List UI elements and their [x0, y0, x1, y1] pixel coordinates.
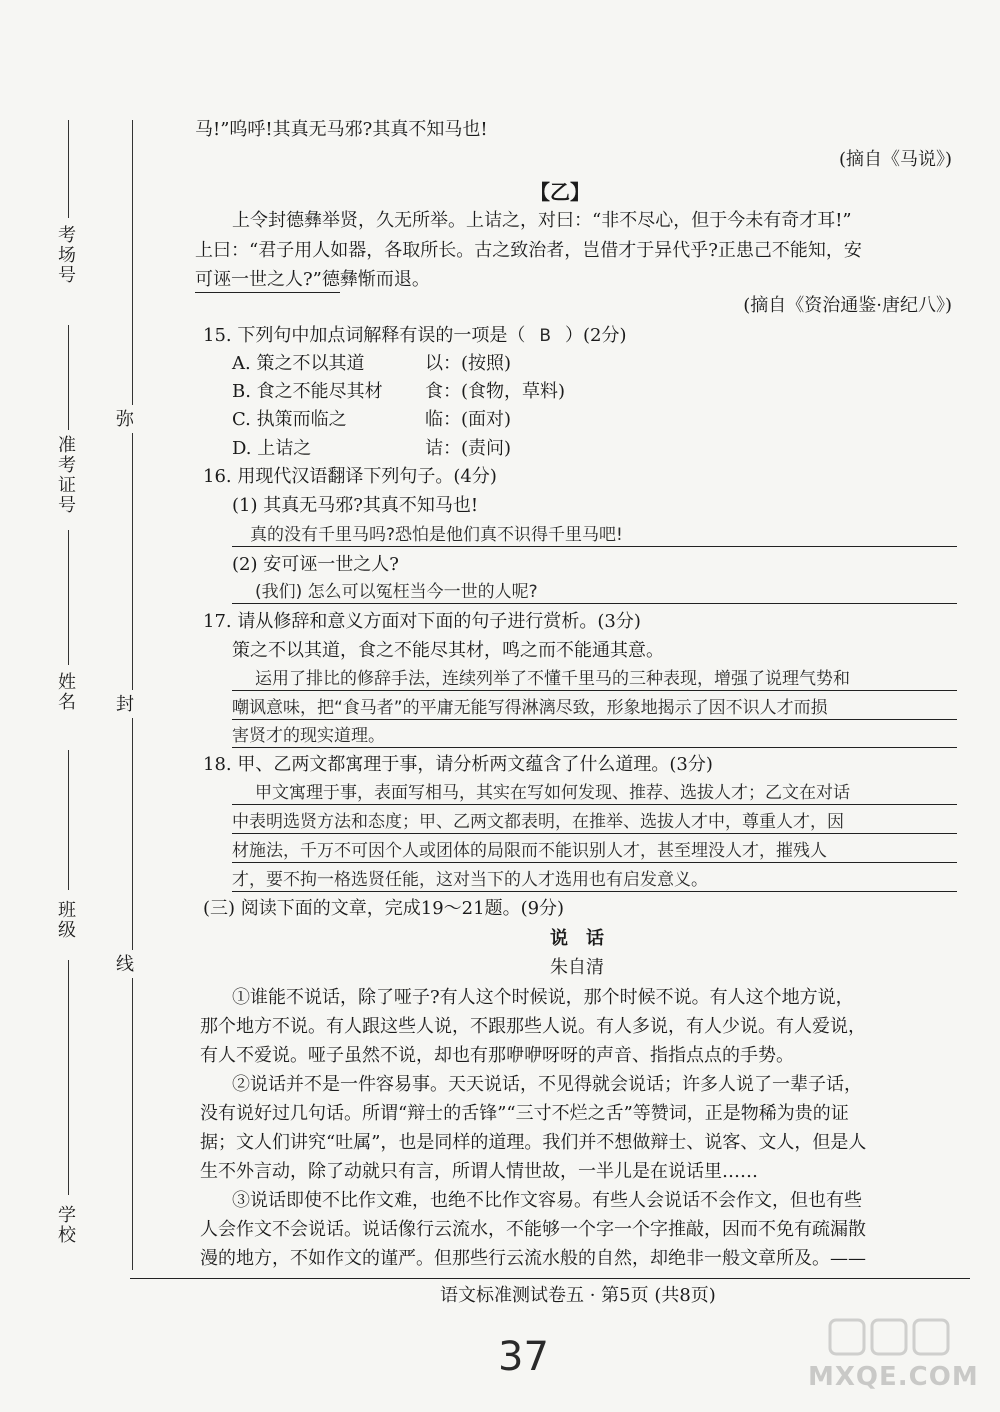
passage-jia-source: (摘自《马说》) [838, 149, 952, 170]
handwritten-page-number: 37 [498, 1334, 549, 1380]
seal-mark-1: 弥 [110, 405, 136, 433]
q18-rule-3 [232, 862, 957, 863]
q17-rule-2 [232, 719, 957, 720]
q16-stem: 16. 用现代汉语翻译下列句子。(4分) [203, 466, 497, 487]
field-class: 班级 [55, 900, 76, 940]
q18-answer-line-1: 甲文寓理于事，表面写相马，其实在写如何发现、推荐、选拔人才；乙文在对话 [255, 783, 850, 803]
article-p2-line-2: 没有说好过几句话。所谓“辩士的舌锋”“三寸不烂之舌”等赞词，正是物稀为贵的证 [200, 1103, 849, 1124]
q18-answer-line-3: 材施法，千万不可因个人或团体的局限而不能识别人才，甚至埋没人才，摧残人 [232, 841, 827, 861]
field-school-line [68, 960, 69, 1195]
field-admission-number-line [68, 325, 69, 430]
article-author: 朱自清 [550, 957, 604, 978]
q18-stem: 18. 甲、乙两文都寓理于事，请分析两文蕴含了什么道理。(3分) [203, 754, 713, 775]
field-school: 学校 [55, 1205, 76, 1245]
q17-stem: 17. 请从修辞和意义方面对下面的句子进行赏析。(3分) [203, 611, 641, 632]
q16-answer-1: 真的没有千里马吗?恐怕是他们真不识得千里马吧! [250, 525, 623, 545]
q18-answer-line-2: 中表明选贤方法和态度；甲、乙两文都表明，在推举、选拔人才中，尊重人才，因 [232, 812, 844, 832]
passage-yi-underline [195, 292, 340, 293]
seal-mark-2: 封 [110, 690, 136, 718]
seal-mark-3: 线 [110, 950, 136, 978]
section3-heading: (三) 阅读下面的文章，完成19～21题。(9分) [203, 898, 565, 919]
q15-option-a: A. 策之不以其道 [232, 353, 365, 374]
watermark-text: MXQE.COM [808, 1362, 979, 1392]
q17-sentence: 策之不以其道，食之不能尽其材，鸣之而不能通其意。 [232, 640, 664, 661]
q16-sentence-2: (2) 安可诬一世之人? [232, 554, 399, 575]
passage-yi-source: (摘自《资治通鉴·唐纪八》) [743, 295, 952, 316]
q15-option-b: B. 食之不能尽其材 [232, 381, 383, 402]
footer-rule [130, 1278, 970, 1279]
article-p2-line-1: ②说话并不是一件容易事。天天说话，不见得就会说话；许多人说了一辈子话， [232, 1074, 862, 1095]
field-admission-number: 准考证号 [55, 435, 76, 515]
article-p3-line-1: ③说话即使不比作文难，也绝不比作文容易。有些人会说话不会作文，但也有些 [232, 1190, 862, 1211]
article-p2-line-3: 据；文人们讲究“吐属”，也是同样的道理。我们并不想做辩士、说客、文人，但是人 [200, 1132, 867, 1153]
passage-yi-line-2: 上曰：“君子用人如器，各取所长。古之致治者，岂借才于异代乎?正患己不能知，安 [195, 240, 862, 261]
q18-rule-1 [232, 804, 957, 805]
article-p3-line-3: 漫的地方，不如作文的谨严。但那些行云流水般的自然，却绝非一般文章所及。—— [200, 1248, 866, 1269]
article-p2-line-4: 生不外言动，除了动就只有言，所谓人情世故，一半儿是在说话里…… [200, 1161, 758, 1182]
q15-option-d-gloss: 诘：(责问) [425, 438, 512, 459]
q15-option-d: D. 上诘之 [232, 438, 312, 459]
q15-option-c: C. 执策而临之 [232, 409, 347, 430]
q17-answer-line-2: 嘲讽意味，把“食马者”的平庸无能写得淋漓尽致，形象地揭示了因不识人才而损 [232, 698, 828, 718]
q15-option-a-gloss: 以：(按照) [425, 353, 512, 374]
q16-sentence-1: (1) 其真无马邪?其真不知马也! [232, 495, 479, 516]
article-p1-line-2: 那个地方不说。有人跟这些人说，不跟那些人说。有人多说，有人少说。有人爱说， [200, 1016, 866, 1037]
q17-answer-line-1: 运用了排比的修辞手法，连续列举了不懂千里马的三种表现，增强了说理气势和 [255, 669, 850, 689]
article-p3-line-2: 人会作文不会说话。说话像行云流水，不能够一个字一个字推敲，因而不免有疏漏散 [200, 1219, 866, 1240]
q15-stem: 15. 下列句中加点词解释有误的一项是（ B ）(2分) [203, 325, 627, 346]
article-title: 说 话 [550, 928, 604, 949]
passage-yi-line-1: 上令封德彝举贤，久无所举。上诘之，对曰：“非不尽心，但于今未有奇才耳!” [232, 210, 852, 231]
article-p1-line-3: 有人不爱说。哑子虽然不说，却也有那咿咿呀呀的声音、指指点点的手势。 [200, 1045, 794, 1066]
q18-rule-2 [232, 833, 957, 834]
q17-answer-line-3: 害贤才的现实道理。 [232, 726, 385, 746]
field-exam-room: 考场号 [55, 225, 76, 285]
q16-answer-2-line [232, 603, 957, 604]
q17-rule-1 [232, 690, 957, 691]
q15-option-c-gloss: 临：(面对) [425, 409, 512, 430]
field-class-line [68, 750, 69, 890]
passage-yi-line-3: 可诬一世之人?”德彝惭而退。 [195, 269, 430, 290]
q17-rule-3 [232, 747, 957, 748]
field-name: 姓名 [55, 672, 76, 712]
passage-jia-last-line: 马!”呜呼!其真无马邪?其真不知马也! [195, 119, 488, 140]
field-exam-room-line [68, 120, 69, 218]
q18-answer-line-4: 才，要不拘一格选贤任能，这对当下的人才选用也有启发意义。 [232, 870, 708, 890]
q16-answer-2: (我们) 怎么可以冤枉当今一世的人呢? [255, 582, 538, 602]
watermark-logo [800, 1318, 980, 1398]
field-name-line [68, 530, 69, 665]
q18-rule-4 [232, 891, 957, 892]
article-p1-line-1: ①谁能不说话，除了哑子?有人这个时候说，那个时候不说。有人这个地方说， [232, 987, 854, 1008]
q16-answer-1-line [232, 546, 957, 547]
q15-option-b-gloss: 食：(食物，草料) [425, 381, 566, 402]
passage-yi-heading: 【乙】 [530, 180, 590, 204]
q15-answer: B [539, 326, 552, 346]
footer-page-info: 语文标准测试卷五 · 第5页 (共8页) [440, 1285, 716, 1306]
